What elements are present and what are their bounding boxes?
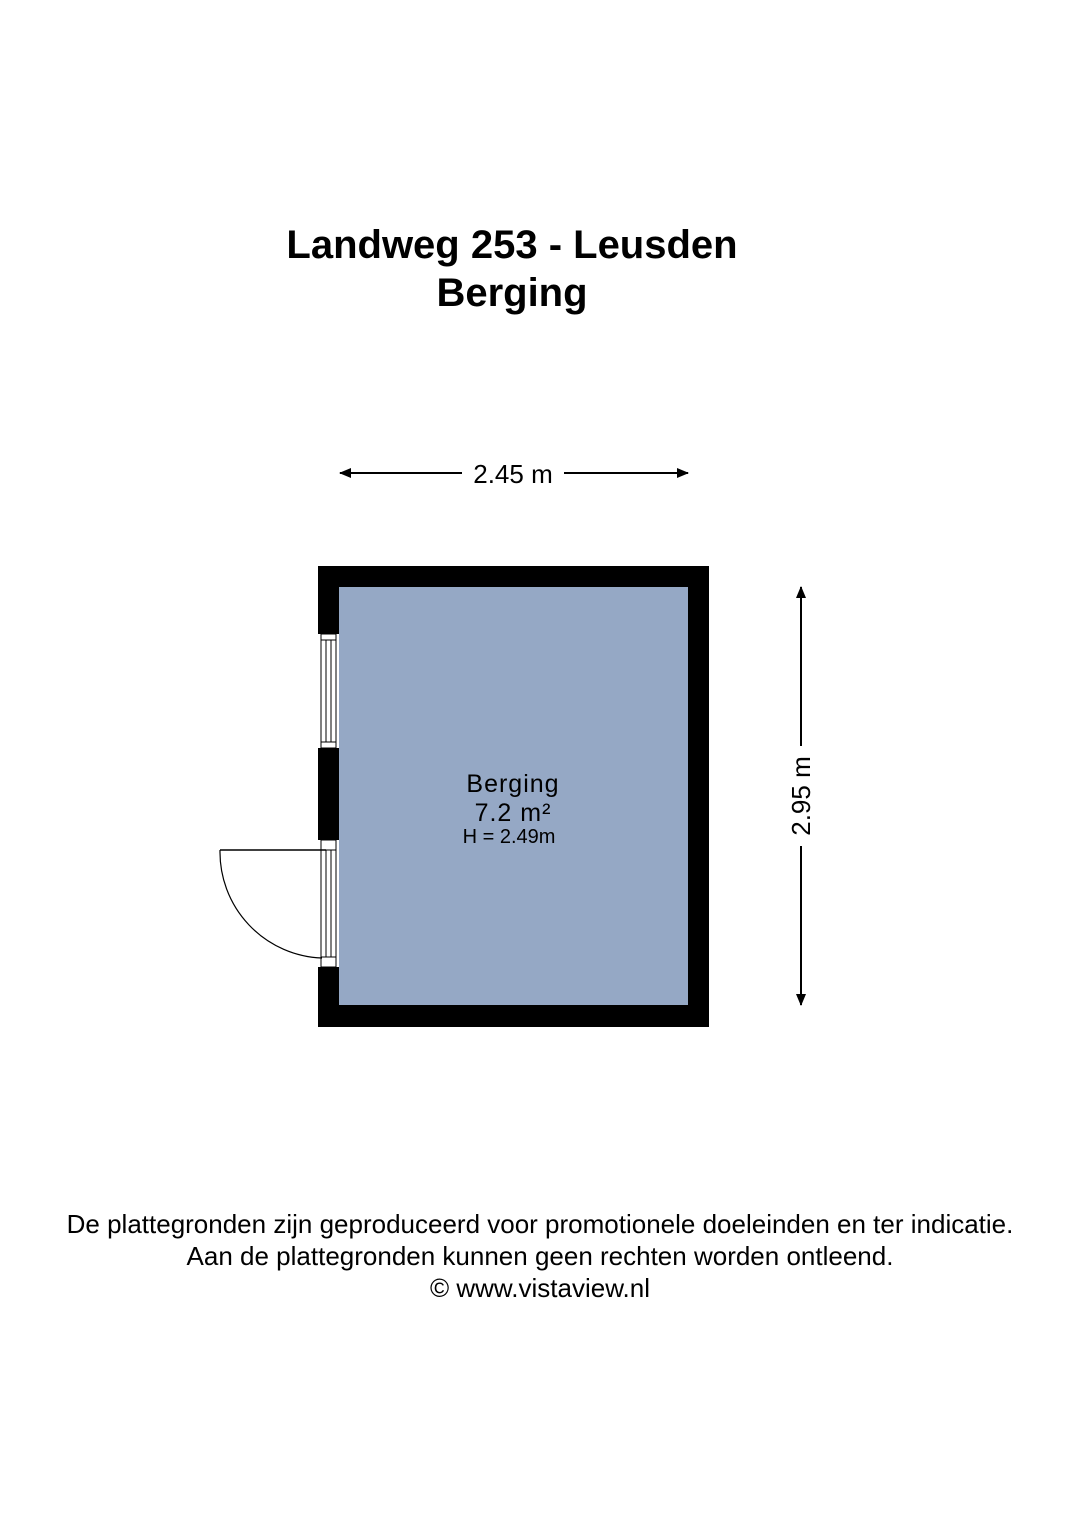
width-dimension-label: 2.45 m <box>473 459 553 489</box>
room-height: H = 2.49m <box>462 826 556 848</box>
door-jamb-top <box>321 840 336 850</box>
door-jamb-bottom <box>321 957 336 967</box>
page-title: Landweg 253 - Leusden <box>286 223 738 267</box>
door-swing-arc <box>220 850 322 958</box>
room-area: 7.2 m² <box>474 799 552 827</box>
door-frame <box>321 840 336 967</box>
door <box>220 840 336 967</box>
window <box>321 634 336 748</box>
page-subtitle: Berging <box>436 271 588 315</box>
wall-left-lower <box>318 967 339 1027</box>
window-frame <box>321 634 336 748</box>
depth-dimension-label: 2.95 m <box>786 756 816 836</box>
wall-left-upper <box>318 566 339 634</box>
window-sill-bottom <box>321 742 336 748</box>
depth-dimension <box>786 587 816 1005</box>
width-dimension <box>340 459 688 489</box>
room-name: Berging <box>466 770 560 798</box>
wall-top <box>318 566 709 587</box>
disclaimer-line-2: Aan de plattegronden kunnen geen rechten worden ontleend. <box>186 1241 894 1271</box>
wall-bottom <box>318 1005 709 1027</box>
window-sill-top <box>321 634 336 640</box>
wall-right <box>688 566 709 1027</box>
disclaimer-line-1: De plattegronden zijn geproduceerd voor promotionele doeleinden en ter indicatie. <box>66 1209 1014 1239</box>
copyright-notice: © www.vistaview.nl <box>430 1273 650 1303</box>
room-label <box>463 770 560 848</box>
wall-left-middle <box>318 748 339 840</box>
